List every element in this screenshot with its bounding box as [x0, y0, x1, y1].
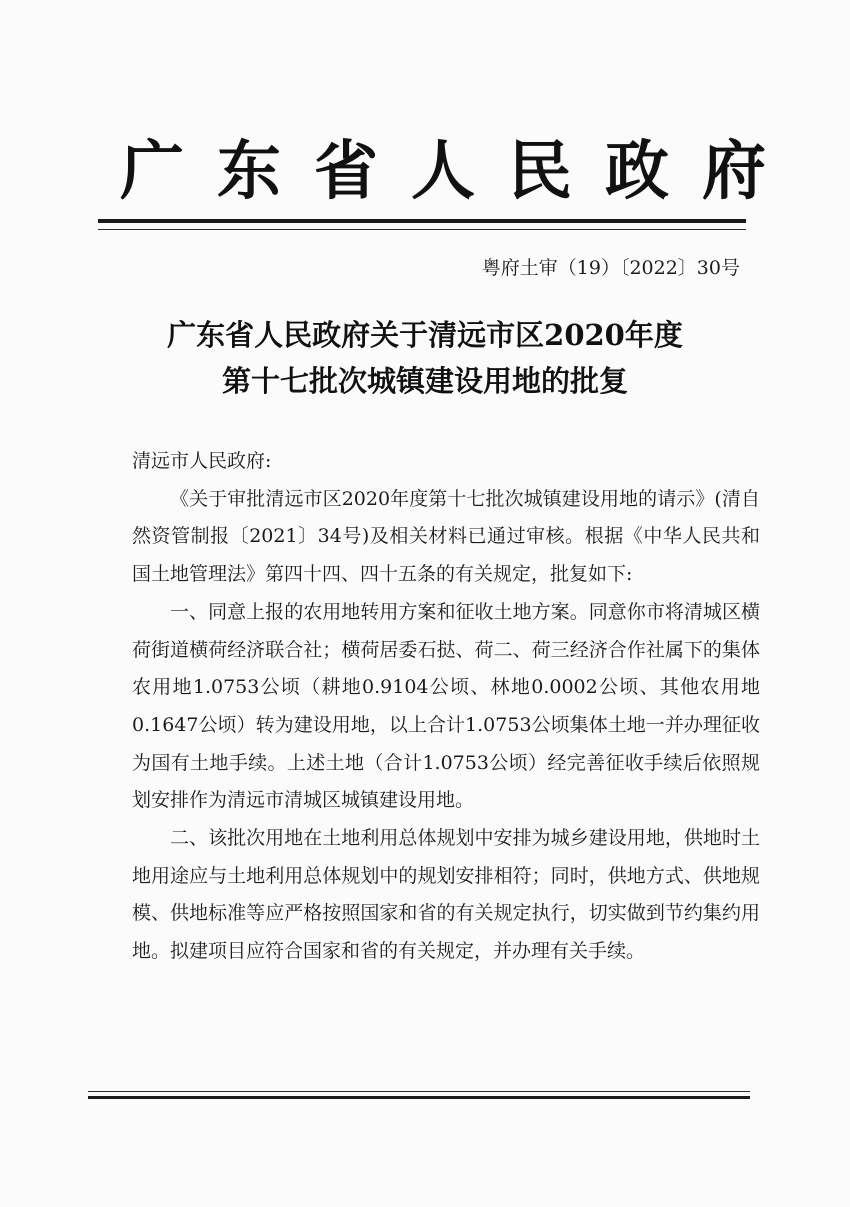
header-rule-thin	[98, 229, 746, 230]
footer-rule-thin	[88, 1091, 750, 1092]
header-rule-thick	[98, 219, 746, 223]
body-paragraph-1: 《关于审批清远市区2020年度第十七批次城镇建设用地的请示》(清自然资管制报〔2021〕34号)及相关材料已通过审核。根据《中华人民共和国土地管理法》第四十四、四十五条的有关规定，批复如下:	[132, 487, 760, 586]
document-number: 粤府土审（19）〔2022〕30号	[481, 257, 740, 279]
body-paragraph-2: 一、同意上报的农用地转用方案和征收土地方案。同意你市将清城区横荷街道横荷经济联合社；横荷居委石挞、荷二、荷三经济合作社属下的集体农用地1.0753公顷（耕地0.9104公顷、林地0.0002公顷、其他农用地0.1647公顷）转为建设用地，以上合计1.0753公顷集体土地一并办理征收为国有土地手续。上述土地（合计1.0753公顷）经完善征收手续后依照规划安排作为清远市清城区城镇建设用地。	[132, 600, 760, 812]
footer-rule-thick	[88, 1096, 750, 1099]
agency-name: 广东省人民政府	[120, 134, 799, 209]
body-paragraph-3: 二、该批次用地在土地利用总体规划中安排为城乡建设用地，供地时土地用途应与土地利用总体规划中的规划安排相符；同时，供地方式、供地规模、供地标准等应严格按照国家和省的有关规定执行，切实做到节约集约用地。拟建项目应符合国家和省的有关规定，并办理有关手续。	[132, 827, 760, 963]
document-title	[100, 312, 750, 404]
document-body	[132, 443, 760, 971]
document-title-line-1: 广东省人民政府关于清远市区2020年度	[167, 318, 683, 352]
document-title-line-2: 第十七批次城镇建设用地的批复	[221, 364, 628, 398]
salutation: 清远市人民政府:	[132, 450, 272, 472]
